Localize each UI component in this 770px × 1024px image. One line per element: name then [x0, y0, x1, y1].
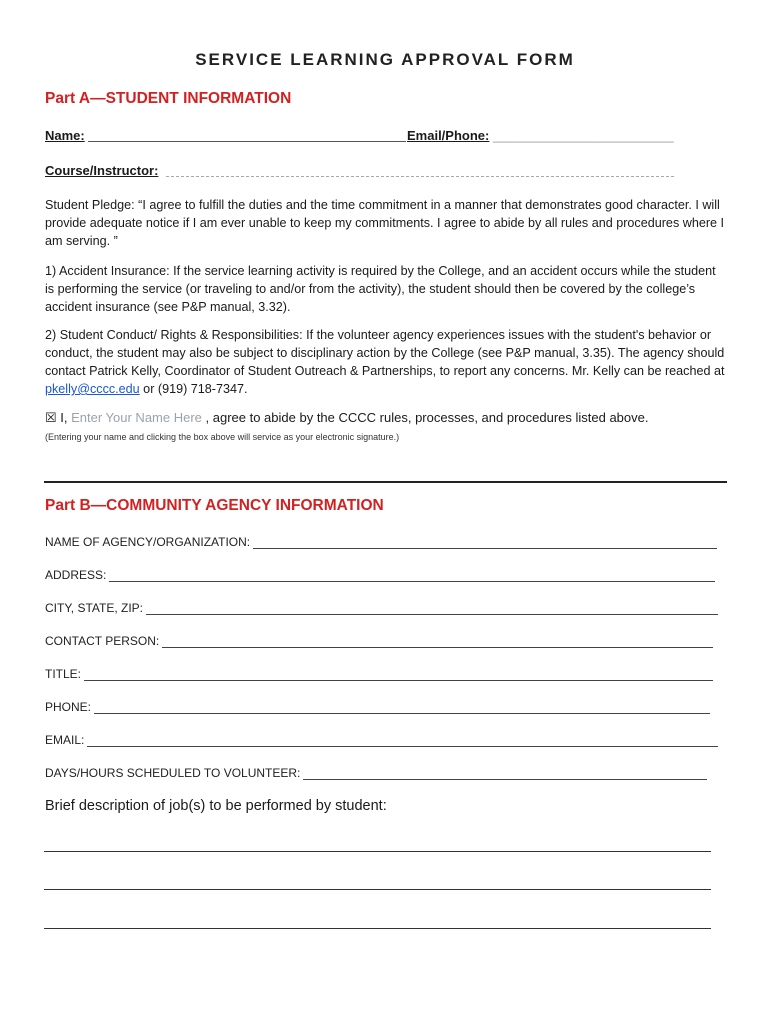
contact-person-field[interactable]: CONTACT PERSON:: [45, 634, 713, 648]
course-instructor-label: Course/Instructor:: [45, 163, 159, 178]
agreement-checkbox[interactable]: ☒: [45, 410, 57, 425]
email-phone-field[interactable]: _________________________: [492, 128, 674, 143]
part-a-heading: Part A—STUDENT INFORMATION: [45, 90, 292, 107]
title-field[interactable]: TITLE:: [45, 667, 713, 681]
agency-name-field[interactable]: NAME OF AGENCY/ORGANIZATION:: [45, 535, 717, 549]
phone-field[interactable]: PHONE:: [45, 700, 710, 714]
volunteer-schedule-field[interactable]: DAYS/HOURS SCHEDULED TO VOLUNTEER:: [45, 766, 707, 780]
agreement-line: ☒ I, Enter Your Name Here , agree to abide by the CCCC rules, processes, and procedures listed above.: [45, 410, 649, 425]
city-state-zip-field[interactable]: CITY, STATE, ZIP:: [45, 601, 718, 615]
address-field[interactable]: ADDRESS:: [45, 568, 715, 582]
name-field[interactable]: [88, 141, 406, 142]
form-title: SERVICE LEARNING APPROVAL FORM: [195, 50, 575, 69]
email-phone-label: Email/Phone: _________________________: [407, 128, 674, 143]
student-name-input[interactable]: Enter Your Name Here: [71, 410, 202, 425]
part-b-heading: Part B—COMMUNITY AGENCY INFORMATION: [45, 497, 384, 514]
student-conduct-text: 2) Student Conduct/ Rights & Responsibilities: If the volunteer agency experiences issues with the student's behavior or conduct, the student may also be subject to disciplinary action by the College (see P&P manual, 3.35). The agency should contact Patrick Kelly, Coordinator of Student Outreach & Partnerships, to report any concerns. Mr. Kelly can be reached at pkelly@cccc.edu or (919) 718-7347.: [45, 328, 725, 396]
name-label: Name:: [45, 128, 85, 143]
contact-email-link[interactable]: pkelly@cccc.edu: [45, 382, 140, 396]
student-pledge: Student Pledge: “I agree to fulfill the duties and the time commitment in a manner that demonstrates good character. I will provide adequate notice if I am ever unable to keep my commitments. I agree to abide by all rules and procedures where I am serving. ”: [45, 198, 725, 248]
job-description-line-1[interactable]: [44, 851, 711, 852]
job-description-line-2[interactable]: [44, 889, 711, 890]
email-field[interactable]: EMAIL:: [45, 733, 718, 747]
signature-note: (Entering your name and clicking the box above will service as your electronic signature.): [45, 432, 400, 442]
section-divider: [44, 481, 727, 483]
job-description-label: Brief description of job(s) to be performed by student:: [45, 798, 387, 814]
course-instructor-field[interactable]: [166, 176, 674, 177]
job-description-line-3[interactable]: [44, 928, 711, 929]
accident-insurance-text: 1) Accident Insurance: If the service learning activity is required by the College, and an accident occurs while the student is performing the service (or traveling to and/or from the activity), the student should then be covered by the college’s accident insurance (see P&P manual, 3.32).: [45, 264, 716, 314]
